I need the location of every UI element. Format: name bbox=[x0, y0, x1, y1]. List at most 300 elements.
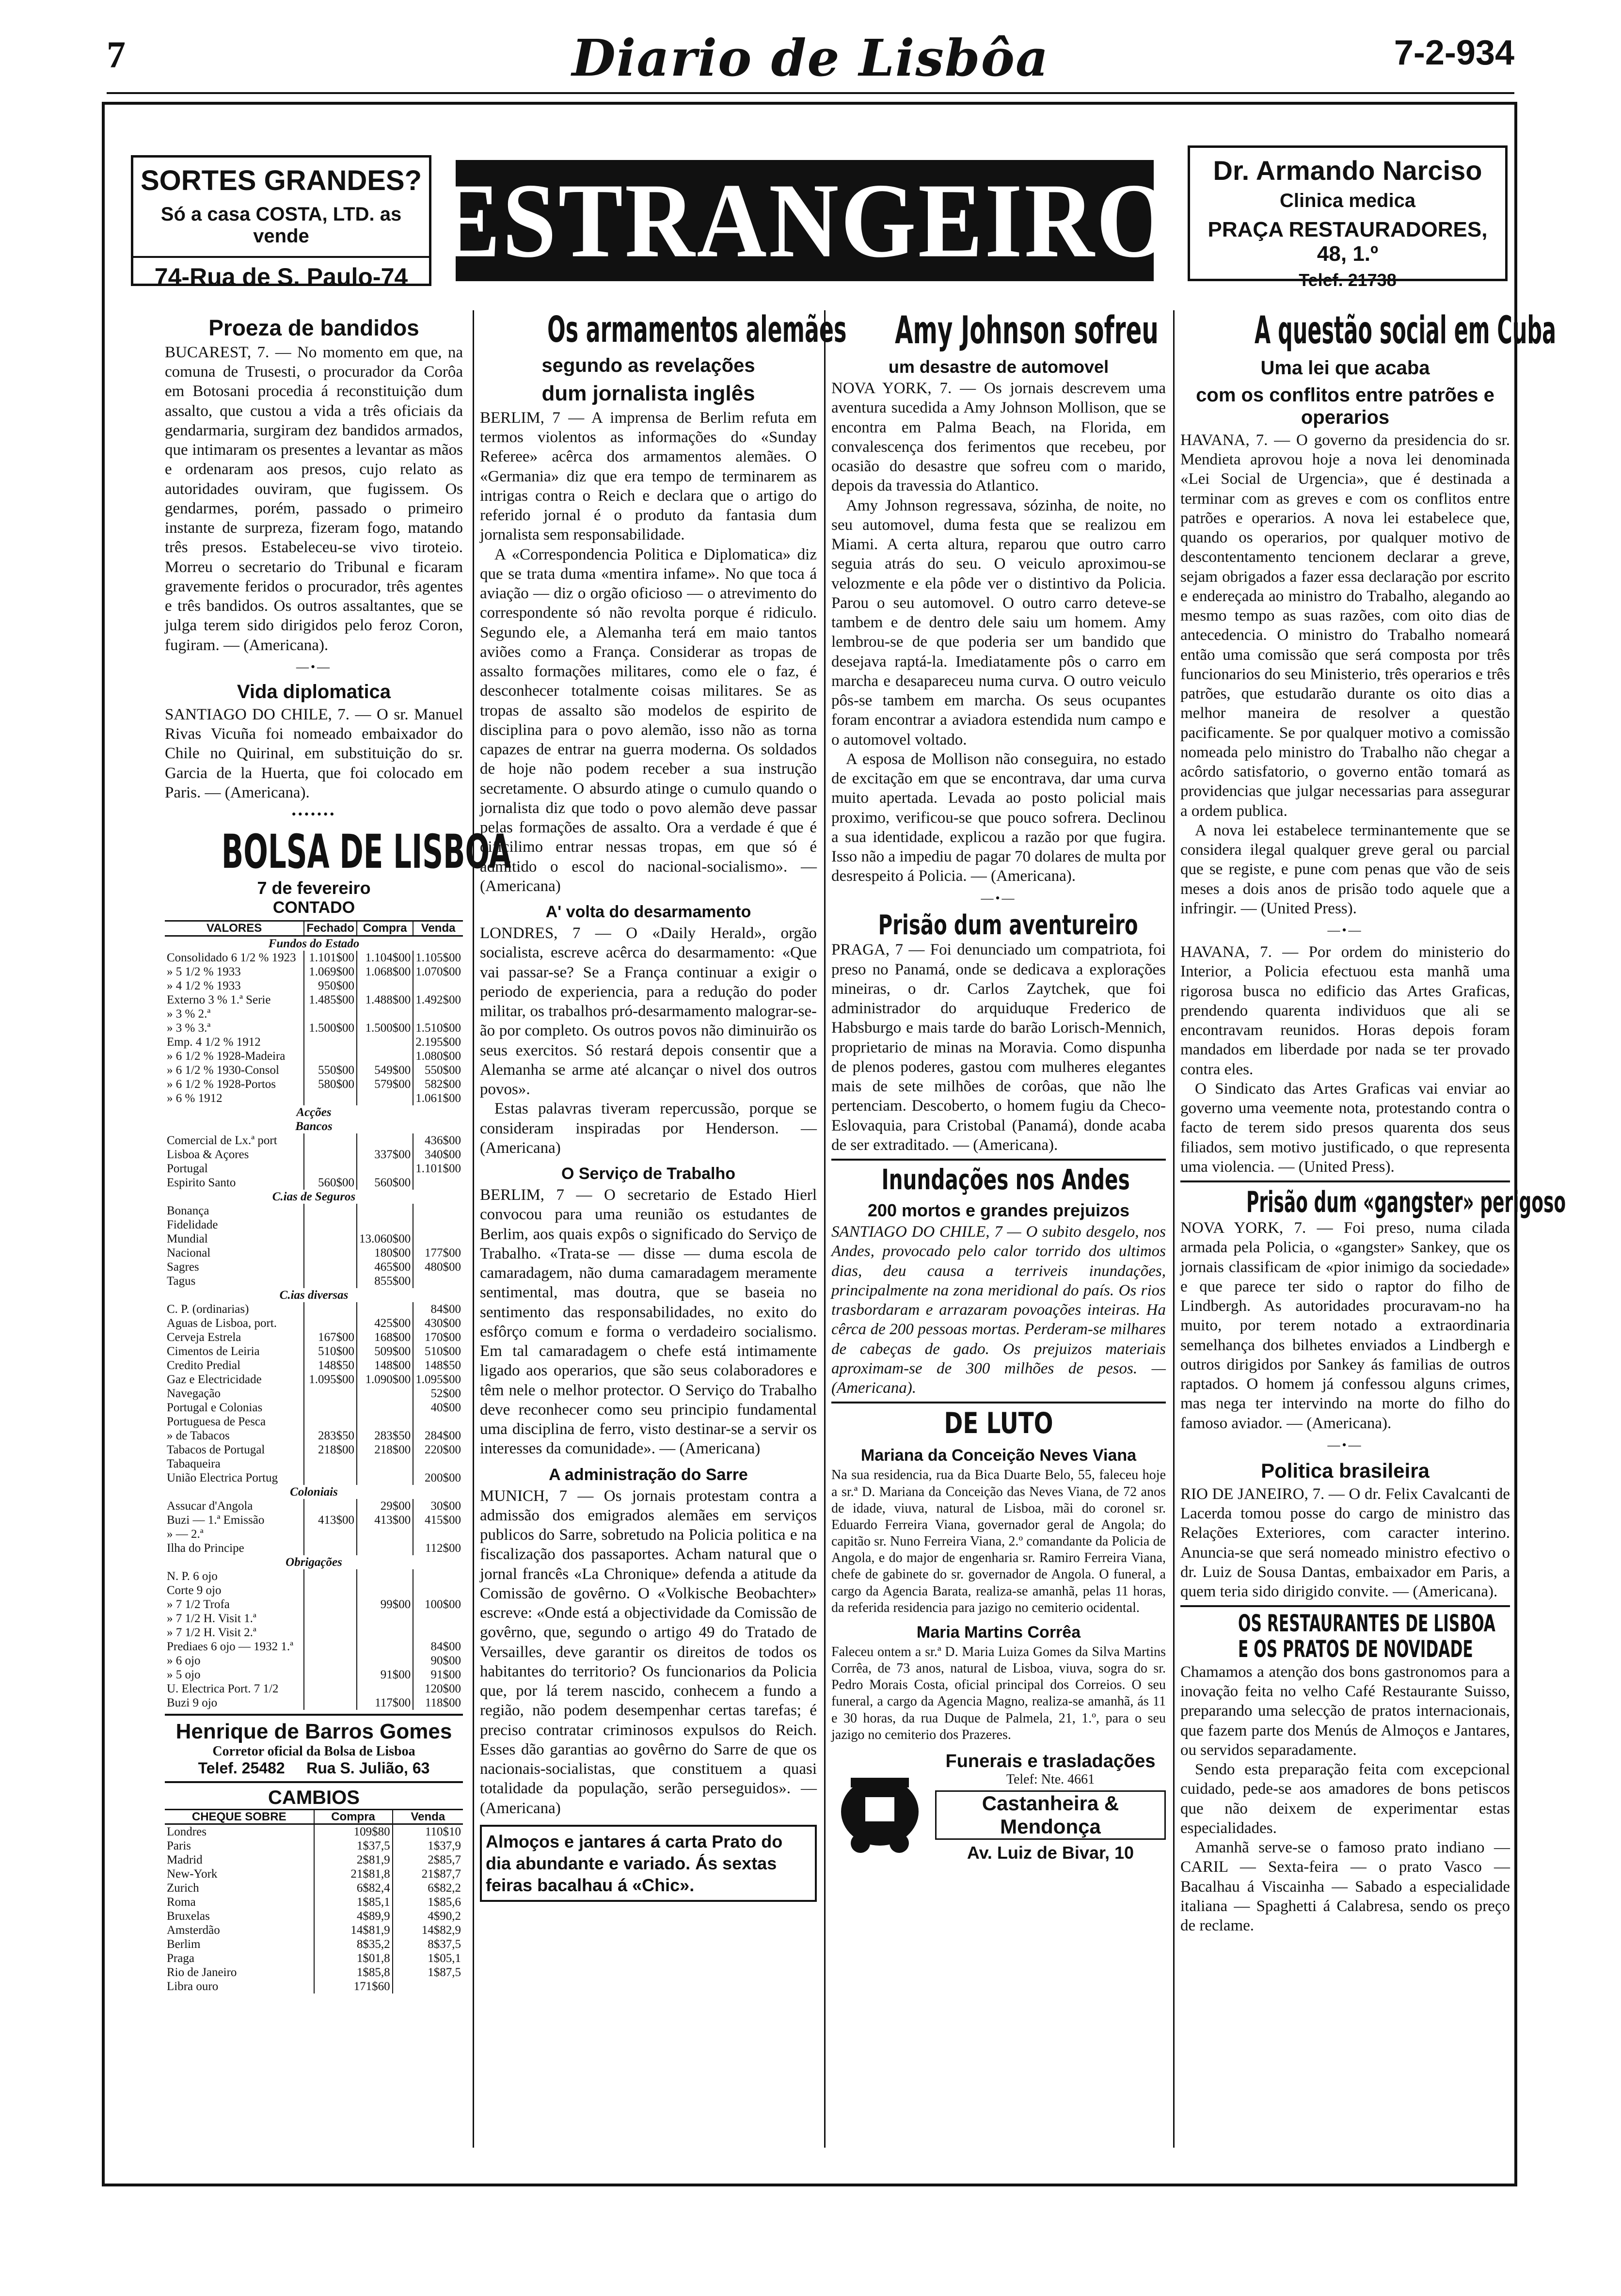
narciso-ad-name: Dr. Armando Narciso bbox=[1213, 155, 1482, 186]
price-cell: 580$00 bbox=[304, 1077, 357, 1091]
price-cell bbox=[357, 1387, 413, 1401]
security-name: » 7 1/2 H. Visit 2.ª bbox=[167, 1626, 256, 1639]
price-cell bbox=[304, 1401, 357, 1415]
table-row bbox=[165, 965, 463, 979]
rate-cell: 171$60 bbox=[314, 1979, 393, 1993]
table-row bbox=[165, 1344, 463, 1358]
rule bbox=[1180, 1180, 1510, 1182]
currency-place: New-York bbox=[167, 1867, 218, 1881]
article-body: HAVANA, 7. — O governo da presidencia do sr. Mendieta aprovou hoje a nova lei denominada «Lei Social de Urgencia», que é destinada a terminar com as greves e com os conflitos entre patrões e operarios. A nova lei estabelece que, quando os operarios, por qualquer motivo de descontentamento tencionem declarar a greve, sejam obrigados a fazer essa declaração por escrito e endereçada ao ministro do Trabalho, alegando ao mesmo tempo as suas razões, com oito dias de antecedencia. O ministro do Trabalho nomeará então uma comissão que será composta por três funcionarios do seu Ministerio, três operarios e três patrões, que estudarão durante os oito dias a melhor maneira de resolver a questão pacificamente. Se por qualquer motivo a comissão nomeada pelo ministro do Trabalho não chegar a acôrdo satisfatorio, o governo então tomará as providencias que julgar necessarias para assegurar a ordem publica. bbox=[1180, 431, 1510, 820]
column-rule bbox=[824, 310, 826, 2148]
narciso-ad-specialty: Clinica medica bbox=[1279, 190, 1416, 211]
cambios-header-row bbox=[165, 1809, 463, 1824]
table-row bbox=[165, 1979, 463, 1993]
price-cell: 1.485$00 bbox=[304, 993, 357, 1007]
price-cell bbox=[304, 1583, 357, 1597]
table-row bbox=[165, 1035, 463, 1049]
table-row bbox=[165, 1007, 463, 1021]
price-cell bbox=[304, 1415, 357, 1429]
price-cell: 1.095$00 bbox=[413, 1372, 463, 1387]
rate-cell: 1$85,6 bbox=[393, 1895, 463, 1909]
security-name: Mundial bbox=[167, 1232, 208, 1245]
headline: A questão social em Cuba bbox=[1255, 309, 1557, 352]
table-group-row bbox=[165, 1190, 463, 1204]
price-cell bbox=[304, 1457, 357, 1471]
table-row bbox=[165, 1923, 463, 1937]
price-cell bbox=[304, 1569, 357, 1583]
price-cell: 91$00 bbox=[357, 1668, 413, 1682]
rule bbox=[165, 1781, 463, 1783]
article-body: A esposa de Mollison não conseguira, no estado de excitação em que se encontrava, dar uma curva muito apertada. Levada ao posto policial mais proximo, verificou-se que pouco sofrera. Declinou a sua identidade, explicou a razão por que fugira. Isso não a impediu de pagar 70 dolares de multa por desrespeito á Policia. — (Americana). bbox=[831, 750, 1166, 885]
group-label: Acções bbox=[296, 1105, 332, 1119]
subheadline: segundo as revelações bbox=[541, 355, 755, 377]
article-politica-brasileira bbox=[1180, 1459, 1510, 1602]
page-header bbox=[107, 28, 1514, 91]
cambios-section bbox=[165, 1787, 463, 1994]
narciso-ad-address: PRAÇA RESTAURADORES, 48, 1.º bbox=[1208, 218, 1488, 266]
headline: O Serviço de Trabalho bbox=[561, 1164, 735, 1183]
rate-cell: 1$37,9 bbox=[393, 1839, 463, 1853]
security-name: Buzi — 1.ª Emissão bbox=[167, 1513, 265, 1527]
price-cell bbox=[304, 1035, 357, 1049]
sortes-ad-line: Só a casa COSTA, LTD. as vende bbox=[160, 204, 402, 247]
table-group-row bbox=[165, 936, 463, 951]
price-cell bbox=[304, 1316, 357, 1330]
headline: Os armamentos alemães bbox=[547, 309, 847, 351]
price-cell bbox=[357, 1611, 413, 1626]
price-cell: 40$00 bbox=[413, 1401, 463, 1415]
table-row bbox=[165, 1049, 463, 1063]
rate-cell: 4$90,2 bbox=[393, 1909, 463, 1923]
price-cell: 340$00 bbox=[413, 1148, 463, 1162]
table-row bbox=[165, 1867, 463, 1881]
subheadline: 200 mortos e grandes prejuizos bbox=[867, 1200, 1130, 1220]
table-row bbox=[165, 1063, 463, 1077]
currency-place: Roma bbox=[167, 1896, 196, 1909]
table-group-row bbox=[165, 1288, 463, 1302]
section-title-banner bbox=[435, 160, 1174, 281]
article-body: Chamamos a atenção dos bons gastronomos para a inovação feita no velho Café Restaurante Suisso, preparando uma selecção de pratos internacionais, que fazem parte dos Menús de Almoços e Jantares, ou servidos separadamente. bbox=[1180, 1663, 1510, 1759]
security-name: Bonança bbox=[167, 1204, 209, 1217]
price-cell bbox=[413, 1415, 463, 1429]
table-row bbox=[165, 1668, 463, 1682]
table-row bbox=[165, 1162, 463, 1176]
security-name: N. P. 6 ojo bbox=[167, 1569, 218, 1583]
price-cell: 148$50 bbox=[413, 1358, 463, 1372]
table-row bbox=[165, 1527, 463, 1541]
rate-cell: 2$81,9 bbox=[314, 1853, 393, 1867]
headline: Politica brasileira bbox=[1261, 1459, 1430, 1482]
price-cell bbox=[357, 1640, 413, 1654]
security-name: U. Electrica Port. 7 1/2 bbox=[167, 1682, 279, 1695]
currency-place: Praga bbox=[167, 1952, 194, 1965]
column-4 bbox=[1180, 309, 1566, 2172]
separator: —•— bbox=[981, 891, 1017, 905]
subheadline: dum jornalista inglês bbox=[541, 382, 755, 406]
headline: A' volta do desarmamento bbox=[545, 903, 751, 922]
headline: A administração do Sarre bbox=[549, 1465, 748, 1484]
price-cell bbox=[304, 1387, 357, 1401]
price-cell: 283$50 bbox=[304, 1429, 357, 1443]
group-label: Obrigações bbox=[286, 1555, 342, 1569]
price-cell bbox=[304, 1232, 357, 1246]
separator: ••••••• bbox=[291, 807, 336, 822]
price-cell bbox=[304, 1148, 357, 1162]
rate-cell: 1$85,8 bbox=[314, 1965, 393, 1979]
security-name: Aguas de Lisboa, port. bbox=[167, 1316, 277, 1330]
security-name: Gaz e Electricidade bbox=[167, 1372, 262, 1386]
table-row bbox=[165, 1654, 463, 1668]
sortes-ad-title: SORTES GRANDES? bbox=[140, 165, 422, 196]
price-cell: 29$00 bbox=[357, 1499, 413, 1513]
table-row bbox=[165, 951, 463, 965]
column-rule bbox=[1173, 310, 1175, 2148]
rule bbox=[831, 1402, 1166, 1403]
security-name: » 7 1/2 Trofa bbox=[167, 1597, 230, 1611]
article-body: Amanhã serve-se o famoso prato indiano — CARIL — Sexta-feira — o prato Vasco — Bacalhau á Viscainha — Sabado a especialidade italiana — Spaghetti á Calabresa, sendo os preço de reclame. bbox=[1180, 1839, 1510, 1935]
security-name: Lisboa & Açores bbox=[167, 1148, 249, 1161]
table-row bbox=[165, 993, 463, 1007]
rate-cell: 14$81,9 bbox=[314, 1923, 393, 1937]
table-row bbox=[165, 1204, 463, 1218]
currency-place: Rio de Janeiro bbox=[167, 1966, 237, 1979]
table-row bbox=[165, 1499, 463, 1513]
col-header: Compra bbox=[314, 1809, 393, 1824]
col-header: Compra bbox=[357, 921, 413, 936]
table-group-row bbox=[165, 1485, 463, 1499]
currency-place: Amsterdão bbox=[167, 1924, 220, 1937]
price-cell: 1.068$00 bbox=[357, 965, 413, 979]
price-cell bbox=[304, 1133, 357, 1148]
cambios-title: CAMBIOS bbox=[268, 1786, 360, 1808]
price-cell bbox=[304, 1527, 357, 1541]
group-label: Fundos do Estado bbox=[268, 937, 360, 950]
security-name: Comercial de Lx.ª port bbox=[167, 1133, 277, 1147]
barros-contact: Telef. 25482 Rua S. Julião, 63 bbox=[198, 1759, 430, 1777]
table-row bbox=[165, 1176, 463, 1190]
security-name: Corte 9 ojo bbox=[167, 1583, 222, 1597]
table-row bbox=[165, 1853, 463, 1867]
price-cell bbox=[357, 1133, 413, 1148]
bolsa-date: 7 de fevereiro bbox=[257, 877, 371, 898]
price-cell: 90$00 bbox=[413, 1654, 463, 1668]
barros-title: Corretor oficial da Bolsa de Lisboa bbox=[212, 1743, 415, 1759]
subheadline: Uma lei que acaba bbox=[1260, 357, 1430, 379]
table-row bbox=[165, 1415, 463, 1429]
price-cell: 1.090$00 bbox=[357, 1372, 413, 1387]
article-body: Estas palavras tiveram repercussão, porque se consideram inspiradas por Henderson. — (Americana) bbox=[480, 1100, 817, 1157]
price-cell: 1.069$00 bbox=[304, 965, 357, 979]
article-sarre bbox=[480, 1466, 817, 1818]
group-label: C.ias diversas bbox=[279, 1288, 349, 1302]
sortes-ad-address: 74-Rua de S. Paulo-74 bbox=[133, 256, 429, 291]
price-cell: 1.080$00 bbox=[413, 1049, 463, 1063]
price-cell bbox=[304, 1597, 357, 1611]
separator: —•— bbox=[296, 659, 332, 674]
col-header: Venda bbox=[393, 1809, 463, 1824]
table-row bbox=[165, 1387, 463, 1401]
price-cell bbox=[357, 1654, 413, 1668]
security-name: Portugal bbox=[167, 1162, 208, 1175]
price-cell bbox=[413, 1218, 463, 1232]
table-row bbox=[165, 1583, 463, 1597]
security-name: Credito Predial bbox=[167, 1358, 241, 1372]
luto-title: DE LUTO bbox=[944, 1406, 1053, 1441]
price-cell: 337$00 bbox=[357, 1148, 413, 1162]
headline: Prisão dum aventureiro bbox=[878, 909, 1138, 941]
rate-cell: 109$80 bbox=[314, 1824, 393, 1839]
security-name: » 3 % 2.ª bbox=[167, 1007, 211, 1020]
security-name: Cimentos de Leiria bbox=[167, 1344, 260, 1358]
price-cell: 170$00 bbox=[413, 1330, 463, 1344]
article-body: HAVANA, 7. — Por ordem do ministerio do Interior, a Policia efectuou esta manhã uma rigorosa busca no edificio das Artes Graficas, prendendo quarenta individuos que ali se encontravam reunidos. Horas depois foram mandados em liberdade por nada se ter provado contra eles. bbox=[1180, 943, 1510, 1078]
price-cell: 560$00 bbox=[357, 1176, 413, 1190]
price-cell bbox=[304, 1049, 357, 1063]
price-cell: 112$00 bbox=[413, 1541, 463, 1555]
price-cell bbox=[413, 1626, 463, 1640]
group-label: Bancos bbox=[295, 1119, 333, 1133]
rule bbox=[165, 1714, 463, 1716]
column-rule bbox=[473, 310, 474, 2148]
price-cell: 220$00 bbox=[413, 1443, 463, 1457]
rate-cell: 2$85,7 bbox=[393, 1853, 463, 1867]
headline: Proeza de bandidos bbox=[208, 315, 419, 340]
table-row bbox=[165, 1274, 463, 1288]
col-header: CHEQUE SOBRE bbox=[165, 1809, 314, 1824]
article-body: SANTIAGO DO CHILE, 7. — O sr. Manuel Rivas Vicuña foi nomeado embaixador do Chile no Quirinal, em substituição do sr. Garcia de la Huerta, que foi colocado em Paris. — (Americana). bbox=[165, 705, 463, 801]
rate-cell bbox=[393, 1979, 463, 1993]
narciso-ad-phone: Telef. 21738 bbox=[1299, 270, 1397, 290]
table-row bbox=[165, 1330, 463, 1344]
table-row bbox=[165, 1316, 463, 1330]
currency-place: Berlim bbox=[167, 1938, 201, 1951]
price-cell: 1.104$00 bbox=[357, 951, 413, 965]
security-name: » 5 1/2 % 1933 bbox=[167, 965, 241, 978]
table-row bbox=[165, 1513, 463, 1527]
rate-cell: 6$82,2 bbox=[393, 1881, 463, 1895]
column-3 bbox=[831, 310, 1166, 2172]
rate-cell: 1$01,8 bbox=[314, 1951, 393, 1965]
obituaries bbox=[831, 1407, 1166, 1743]
table-group-row bbox=[165, 1555, 463, 1569]
price-cell: 180$00 bbox=[357, 1246, 413, 1260]
table-row bbox=[165, 1569, 463, 1583]
table-row bbox=[165, 1541, 463, 1555]
obituary-body: Na sua residencia, rua da Bica Duarte Belo, 55, faleceu hoje a sr.ª D. Mariana da Conceição das Neves Viana, de 72 anos de idade, viuva, natural de Lisboa, mãi do coronel sr. Eduardo Ferreira Viana, governador geral de Angola; do capitão sr. Nuno Ferreira Viana, 2.º comandante da Policia de Angola, e do major de engenharia sr. Ramiro Ferreira Viana, chefe de gabinete do sr. governador de Angola. O funeral, a cargo da Agencia Barata, realiza-se amanhã, pelas 11 horas, da referida residencia para jazigo no cemiterio ocidental. bbox=[831, 1467, 1166, 1615]
table-row bbox=[165, 1429, 463, 1443]
table-row bbox=[165, 1640, 463, 1654]
currency-place: Libra ouro bbox=[167, 1980, 219, 1993]
price-cell: 510$00 bbox=[304, 1344, 357, 1358]
price-cell: 1.500$00 bbox=[304, 1021, 357, 1035]
price-cell: 13.060$00 bbox=[357, 1232, 413, 1246]
price-cell: 950$00 bbox=[304, 979, 357, 993]
price-cell bbox=[357, 1527, 413, 1541]
funerais-ad bbox=[831, 1751, 1166, 1863]
price-cell: 549$00 bbox=[357, 1063, 413, 1077]
price-cell: 99$00 bbox=[357, 1597, 413, 1611]
table-row bbox=[165, 1471, 463, 1485]
page-number: 7 bbox=[107, 33, 126, 76]
article-inundacoes bbox=[831, 1164, 1166, 1398]
article-body: BERLIM, 7 — O secretario de Estado Hierl convocou para uma reunião os estudantes de Berlim, aos quais expôs o significado do Serviço de Trabalho. «Trata-se — disse — duma escola de camaradagem, não duma camaradagem meramente sentimental, mas doutra, que se baseia no sentimento das responsabilidades, no exito do esfôrço comum e forma o verdadeiro socialismo. Em tal camaradagem o chefe está intimamente ligado aos operarios, que são seus colaboradores e têm nele o melhor protector. O Serviço do Trabalho deve reconhecer como seu principio fundamental uma disciplina de ferro, visto destinar-se a servir os interesses da comunidade». — (Americana) bbox=[480, 1186, 817, 1458]
column-1 bbox=[165, 310, 511, 2172]
price-cell: 510$00 bbox=[413, 1344, 463, 1358]
price-cell: 177$00 bbox=[413, 1246, 463, 1260]
price-cell bbox=[304, 1218, 357, 1232]
price-cell bbox=[413, 1176, 463, 1190]
security-name: Externo 3 % 1.ª Serie bbox=[167, 993, 271, 1006]
price-cell: 430$00 bbox=[413, 1316, 463, 1330]
table-row bbox=[165, 1443, 463, 1457]
security-name: Sagres bbox=[167, 1260, 199, 1274]
table-group-row bbox=[165, 1105, 463, 1119]
price-cell: 1.492$00 bbox=[413, 993, 463, 1007]
table-row bbox=[165, 1682, 463, 1696]
bolsa-header-row bbox=[165, 921, 463, 936]
issue-date: 7-2-934 bbox=[1394, 33, 1514, 72]
price-cell bbox=[304, 1302, 357, 1316]
price-cell: 1.061$00 bbox=[413, 1091, 463, 1105]
funerais-address: Av. Luiz de Bivar, 10 bbox=[967, 1842, 1134, 1863]
price-cell: 1.488$00 bbox=[357, 993, 413, 1007]
table-row bbox=[165, 1824, 463, 1839]
masthead: Diario de Lisbôa bbox=[572, 28, 1049, 88]
hearse-illustration bbox=[831, 1758, 928, 1855]
price-cell: 30$00 bbox=[413, 1499, 463, 1513]
column-2 bbox=[480, 309, 847, 2172]
price-cell: 1.070$00 bbox=[413, 965, 463, 979]
rate-cell: 6$82,4 bbox=[314, 1881, 393, 1895]
price-cell: 100$00 bbox=[413, 1597, 463, 1611]
price-cell: 415$00 bbox=[413, 1513, 463, 1527]
price-cell bbox=[357, 1541, 413, 1555]
sortes-ad bbox=[131, 155, 431, 290]
price-cell: 425$00 bbox=[357, 1316, 413, 1330]
funerais-title: Funerais e trasladações bbox=[945, 1751, 1156, 1771]
price-cell: 284$00 bbox=[413, 1429, 463, 1443]
article-body: SANTIAGO DO CHILE, 7 — O subito desgelo, nos Andes, provocado pelo calor torrido dos ultimos dias, deu causa a terriveis inundações, principalmente na zona meridional do país. Os rios trasbordaram e arrazaram povoações inteiras. Ha cêrca de 200 pessoas mortas. Perderam-se milhares de cabeças de gado. Os prejuizos materiais aproximam-se de 300 milhões de pesos. — (Americana). bbox=[831, 1223, 1166, 1397]
price-cell bbox=[357, 1035, 413, 1049]
price-cell bbox=[413, 1457, 463, 1471]
rate-cell: 110$10 bbox=[393, 1824, 463, 1839]
obituary-name: Maria Martins Corrêa bbox=[916, 1623, 1081, 1642]
table-row bbox=[165, 1839, 463, 1853]
price-cell bbox=[413, 1274, 463, 1288]
cambios-table bbox=[165, 1809, 463, 1994]
price-cell: 1.105$00 bbox=[413, 951, 463, 965]
price-cell: 167$00 bbox=[304, 1330, 357, 1344]
article-body: Amy Johnson regressava, sózinha, de noite, no seu automovel, duma festa que se realizou em Miami. A certa altura, reparou que outro carro seguia atrás do seu. O veiculo aproximou-se velozmente e ela pôde ver o distintivo da Policia. Parou o seu automovel. O outro carro deteve-se tambem e de dentro dele saiu um homem. Amy lembrou-se de que poderia ser um bandido que desejava raptá-la. Imediatamente pôs o carro em marcha e desapareceu numa curva. O outro veiculo pôs-se tambem em marcha. Os seus ocupantes foram encontrar a aviadora estendida num campo e o automovel voltado. bbox=[831, 496, 1166, 749]
headline: E OS PRATOS DE NOVIDADE bbox=[1238, 1636, 1473, 1663]
chic-ad-text: Almoços e jantares á carta Prato do dia abundante e variado. Ás sextas feiras bacalhau á «Chic». bbox=[486, 1831, 783, 1895]
currency-place: Paris bbox=[167, 1839, 191, 1853]
headline: OS RESTAURANTES DE LISBOA bbox=[1238, 1610, 1495, 1638]
security-name: » 7 1/2 H. Visit 1.ª bbox=[167, 1611, 256, 1625]
price-cell: 465$00 bbox=[357, 1260, 413, 1274]
price-cell bbox=[357, 1204, 413, 1218]
group-label: C.ias de Seguros bbox=[272, 1190, 356, 1203]
security-name: União Electrica Portug bbox=[167, 1471, 278, 1484]
rule bbox=[831, 1159, 1166, 1161]
article-body: NOVA YORK, 7. — Os jornais descrevem uma aventura sucedida a Amy Johnson Mollison, que se encontra em Palma Beach, na Florida, em convalescença dos ferimentos que recebeu, por ocasião do desastre que sofreu com o marido, depois da travessia do Atlantico. bbox=[831, 380, 1166, 495]
price-cell bbox=[413, 1583, 463, 1597]
price-cell: 118$00 bbox=[413, 1696, 463, 1710]
security-name: Ilha do Principe bbox=[167, 1541, 244, 1555]
security-name: Prediaes 6 ojo — 1932 1.ª bbox=[167, 1640, 294, 1653]
article-body: PRAGA, 7 — Foi denunciado um compatriota, foi preso no Panamá, onde se dedicava a explorações mineiras, o dr. Carlos Zaytchek, que foi administrador do arquiduque Frederico de Habsburgo e mais tarde do barão Lorisch-Mennich, proprietario de minas na Moravia. Como dispunha de plenos poderes, gastou com mulheres elegantes mais de sete milhões de corôas, que não lhe pertenciam. Descoberto, o homem fugiu da Checo-Eslovaquia, para Cristobal (Panamá), donde acaba de ser extraditado. — (Americana). bbox=[831, 941, 1166, 1154]
rate-cell: 8$37,5 bbox=[393, 1937, 463, 1951]
price-cell bbox=[413, 1611, 463, 1626]
price-cell bbox=[304, 1541, 357, 1555]
security-name: Assucar d'Angola bbox=[167, 1499, 253, 1513]
table-row bbox=[165, 1895, 463, 1909]
price-cell: 1.101$00 bbox=[413, 1162, 463, 1176]
price-cell bbox=[357, 979, 413, 993]
price-cell: 2.195$00 bbox=[413, 1035, 463, 1049]
article-vida-diplomatica bbox=[165, 681, 463, 802]
price-cell bbox=[357, 1007, 413, 1021]
price-cell: 582$00 bbox=[413, 1077, 463, 1091]
chic-ad bbox=[480, 1825, 817, 1902]
separator: —•— bbox=[1327, 1437, 1363, 1452]
price-cell: 168$00 bbox=[357, 1330, 413, 1344]
price-cell: 1.500$00 bbox=[357, 1021, 413, 1035]
section-title: ESTRANGEIRO bbox=[435, 161, 1174, 280]
price-cell bbox=[357, 1569, 413, 1583]
price-cell: 218$00 bbox=[357, 1443, 413, 1457]
security-name: » de Tabacos bbox=[167, 1429, 230, 1442]
security-name: Cerveja Estrela bbox=[167, 1330, 241, 1344]
article-body: BERLIM, 7 — A imprensa de Berlim refuta em termos violentos as informações do «Sunday Referee» acêrca dos armamentos alemães. O «Germania» diz que era tempo de terminarem as intrigas contra o Reich e declara que o artigo do referido jornal é o produto da fantasia dum jornalista sem responsabilidade. bbox=[480, 409, 817, 544]
price-cell bbox=[413, 1232, 463, 1246]
price-cell bbox=[357, 1471, 413, 1485]
bolsa-title: BOLSA DE LISBOA bbox=[221, 825, 511, 879]
table-row bbox=[165, 1909, 463, 1923]
price-cell: 855$00 bbox=[357, 1274, 413, 1288]
currency-place: Londres bbox=[167, 1825, 207, 1839]
article-gangster bbox=[1180, 1185, 1566, 1433]
price-cell bbox=[304, 1499, 357, 1513]
rule bbox=[1180, 1605, 1510, 1607]
currency-place: Madrid bbox=[167, 1853, 203, 1867]
price-cell bbox=[357, 1091, 413, 1105]
security-name: » 6 1/2 % 1930-Consol bbox=[167, 1063, 279, 1077]
price-cell: 413$00 bbox=[357, 1513, 413, 1527]
table-row bbox=[165, 1358, 463, 1372]
subheadline: um desastre de automovel bbox=[888, 356, 1109, 377]
security-name: » 6 1/2 % 1928-Madeira bbox=[167, 1049, 286, 1063]
header-rule bbox=[107, 92, 1514, 94]
price-cell bbox=[413, 1204, 463, 1218]
price-cell: 52$00 bbox=[413, 1387, 463, 1401]
bolsa-section bbox=[165, 825, 511, 1715]
article-aventureiro bbox=[831, 910, 1166, 1155]
article-amy-johnson bbox=[831, 310, 1166, 886]
price-cell: 120$00 bbox=[413, 1682, 463, 1696]
subheadline: com os conflitos entre patrões e operarios bbox=[1196, 384, 1494, 428]
price-cell bbox=[357, 1218, 413, 1232]
price-cell bbox=[304, 1162, 357, 1176]
price-cell bbox=[357, 1162, 413, 1176]
article-desarmamento bbox=[480, 903, 817, 1158]
security-name: Fidelidade bbox=[167, 1218, 218, 1231]
price-cell bbox=[304, 1260, 357, 1274]
security-name: C. P. (ordinarias) bbox=[167, 1302, 249, 1316]
rate-cell: 8$35,2 bbox=[314, 1937, 393, 1951]
table-row bbox=[165, 1302, 463, 1316]
bolsa-contado: CONTADO bbox=[272, 898, 355, 917]
